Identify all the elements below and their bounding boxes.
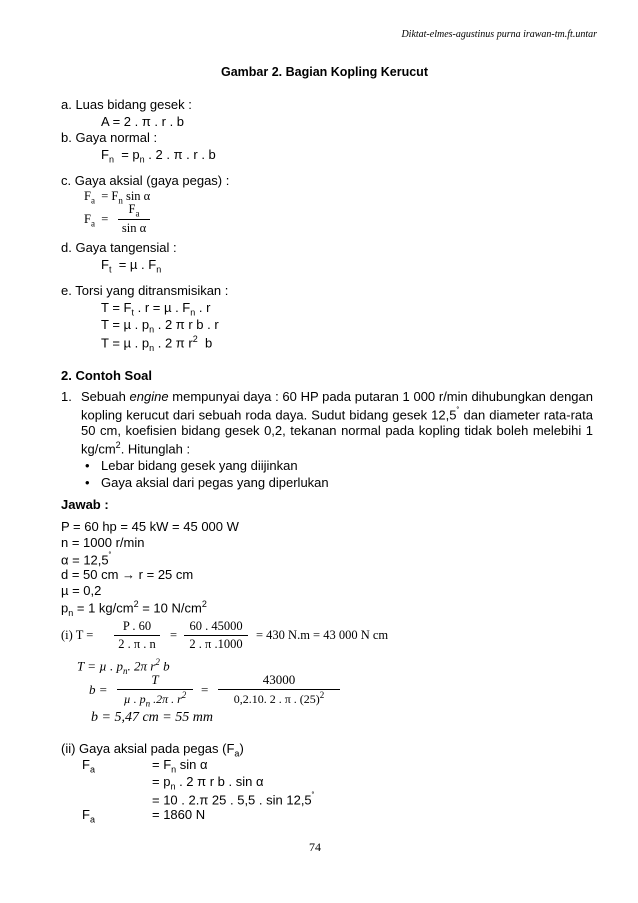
eq-i-denominator-1: 2 . π . n [118, 637, 156, 651]
eq-i-equals: = [170, 628, 178, 642]
page-number: 74 [309, 840, 321, 854]
part-ii-row-1-lhs: $F_a$ [82, 757, 95, 775]
eq-torque: T = µ . $p_n$. 2π $r^2$ b [77, 657, 170, 676]
eq-i-denominator-2: 2 . π .1000 [189, 637, 243, 651]
section-heading-contoh-soal: 2. Contoh Soal [61, 368, 152, 383]
section-d-label: d. Gaya tangensial : [61, 240, 177, 255]
part-ii-row-3-rhs: = 10 . 2.π 25 . 5,5 . sin 12,5˚ [152, 791, 315, 808]
part-ii-row-1-rhs: = $F_n$ sin α [152, 757, 208, 775]
section-c-label: c. Gaya aksial (gaya pegas) : [61, 173, 230, 188]
section-c-fraction-denominator: sin α [121, 221, 147, 235]
section-b-label: b. Gaya normal : [61, 130, 158, 145]
given-rpm: n = 1000 r/min [61, 535, 145, 550]
fraction-bar [114, 635, 160, 636]
running-header: Diktat-elmes-agustinus purna irawan-tm.ft.untar [401, 29, 597, 40]
eq-width-result: b = 5,47 cm = 55 mm [91, 710, 213, 725]
section-e-formula-2: T = µ . $p_n$ . 2 π r b . r [101, 317, 219, 335]
section-d-formula: $F_t = \mu$ . $F_n$ [101, 257, 162, 275]
part-ii-label: (ii) Gaya aksial pada pegas $(F_a)$ [61, 741, 244, 759]
part-ii-row-4-lhs: $F_a$ [82, 807, 95, 825]
problem-line-4: $kg/cm^2$. Hitunglah : [81, 440, 191, 457]
section-a-formula: A = 2 . π . r . b [101, 114, 185, 129]
eq-width-equals: = [201, 682, 209, 697]
section-b-formula: $F_n = p_n$ . 2 . π . r . b [101, 147, 216, 165]
eq-width-numerator-2: 43000 [262, 672, 296, 687]
bullet-item: • Gaya aksial dari pegas yang diperlukan [101, 475, 329, 490]
part-ii-row-4-rhs: = 1860 N [152, 807, 206, 822]
given-friction: µ = 0,2 [61, 583, 102, 598]
problem-line-2: kopling kerucut dari sebuah roda daya. Sudut bidang gesek 12,5˚ dan diameter rata-rata [81, 406, 594, 423]
given-angle: α = 12,5˚ [61, 551, 112, 568]
answer-heading: Jawab : [61, 497, 109, 512]
bullet-item: • Lebar bidang gesek yang diijinkan [101, 458, 298, 473]
section-c-formula-1: $F_a = F_n$ sin α [84, 189, 151, 206]
eq-width-denominator-1: µ . $p_n$ .2π . $r^2$ [123, 690, 187, 709]
given-pressure: $p_n = 1$ $kg/cm^2 = 10$ $N/cm^2$ [61, 599, 207, 618]
eq-i-lhs: (i) T = [61, 628, 94, 642]
part-ii-row-2-rhs: = $p_n$ . 2 π r b . sin α [152, 774, 264, 792]
given-diameter: d = 50 cm → r = 25 cm [61, 567, 194, 582]
section-e-formula-1: $T = F_t$ . r = µ . $F_n$ . r [101, 300, 211, 318]
figure-caption: Gambar 2. Bagian Kopling Kerucut [221, 65, 428, 79]
fraction-bar [118, 219, 150, 220]
eq-i-result: = 430 N.m = 43 000 N cm [256, 628, 389, 642]
section-a-label: a. Luas bidang gesek : [61, 97, 192, 112]
section-c-formula-2-lhs: $F_a$ = [84, 212, 109, 229]
eq-width-lhs: b = [89, 682, 108, 697]
problem-line-1: Sebuah engine mempunyai daya : 60 HP pada putaran 1 000 r/min dihubungkan dengan [81, 389, 593, 404]
section-e-formula-3: T = µ . $p_n$ . 2 π $r^2$ b [101, 334, 213, 353]
problem-line-3: 50 cm, koefisien bidang gesek 0,2, tekanan normal pada kopling tidak boleh melebihi 1 [81, 423, 593, 438]
problem-number: 1. [61, 389, 72, 404]
eq-width-denominator-2: 0,2.10. 2 . π . $(25)^2$ [233, 690, 325, 706]
section-c-fraction-numerator: $F_a$ [128, 202, 140, 219]
given-power: P = 60 hp = 45 kW = 45 000 W [61, 519, 239, 534]
fraction-bar [184, 635, 248, 636]
eq-width-numerator-1: T [151, 672, 159, 687]
eq-i-numerator-1: P . 60 [122, 619, 152, 633]
eq-i-numerator-2: 60 . 45000 [189, 619, 243, 633]
section-e-label: e. Torsi yang ditransmisikan : [61, 283, 229, 298]
